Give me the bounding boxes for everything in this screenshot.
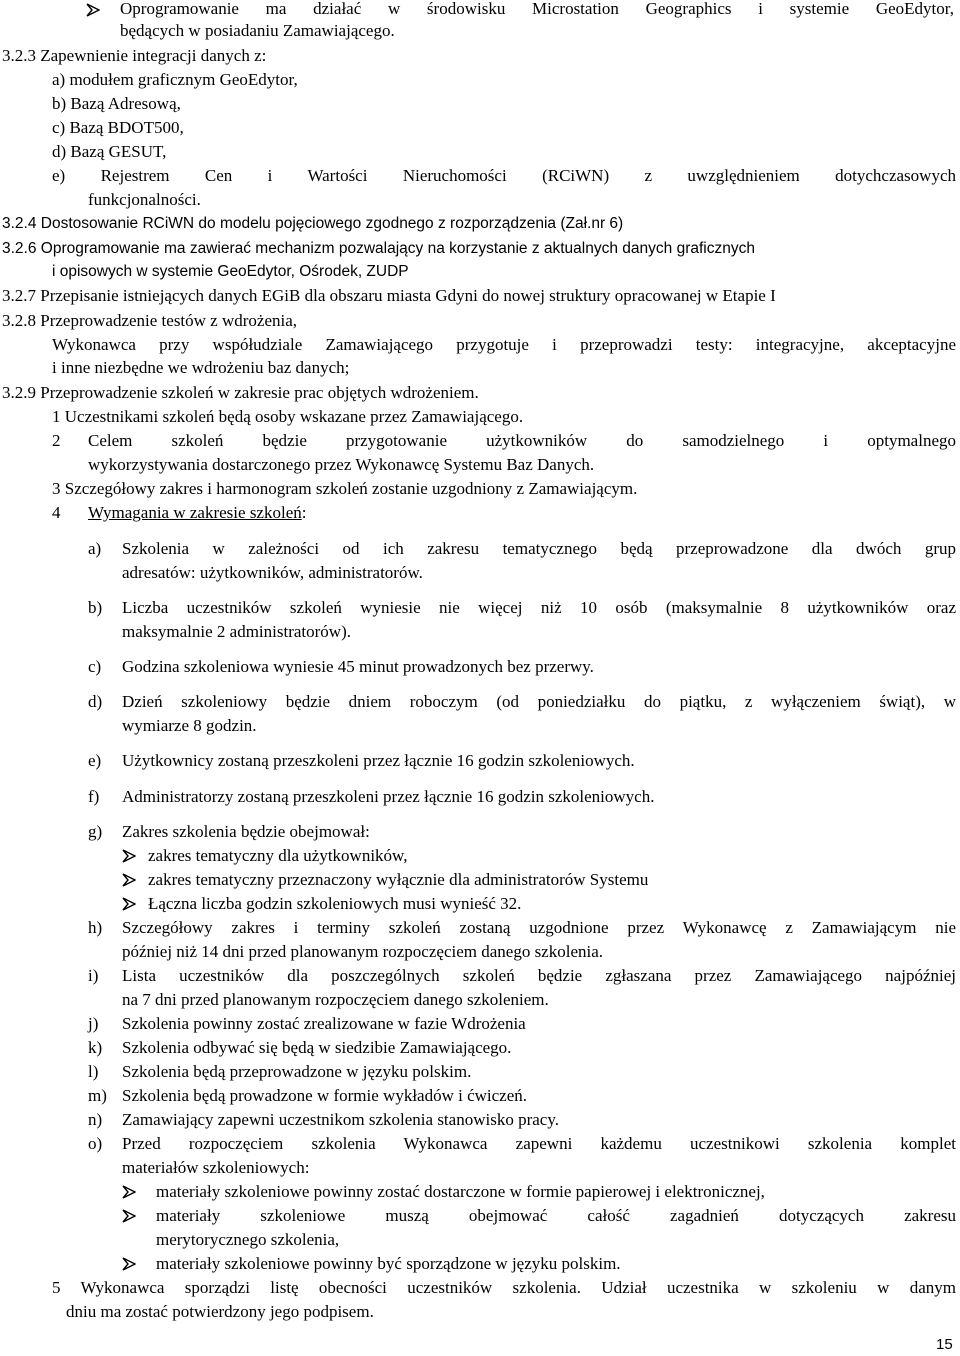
arrow-bullet-icon bbox=[122, 1257, 136, 1271]
req-k-text: Szkolenia odbywać się będą w siedzibie Zamawiającego. bbox=[122, 1038, 512, 1057]
list-item-e-cont: funkcjonalności. bbox=[88, 190, 201, 209]
req-o-line2: materiałów szkoleniowych: bbox=[122, 1158, 310, 1177]
training-item-3: 3 Szczegółowy zakres i harmonogram szkoleń zostanie uzgodniony z Zamawiającym. bbox=[52, 479, 638, 498]
req-b-line2: maksymalnie 2 administratorów). bbox=[122, 622, 351, 641]
req-o-line1: Przed rozpoczęciem szkolenia Wykonawca zapewni każdemu uczestnikowi szkolenia komplet bbox=[122, 1134, 956, 1153]
top-bullet-line2: będących w posiadaniu Zamawiającego. bbox=[120, 21, 395, 40]
training-item-2-line1: Celem szkoleń będzie przygotowanie użytkowników do samodzielnego i optymalnego bbox=[88, 431, 956, 450]
list-item-e: e) Rejestrem Cen i Wartości Nieruchomości (RCiWN) z uwzględnieniem dotychczasowych bbox=[52, 166, 956, 185]
list-item-a: a) modułem graficznym GeoEdytor, bbox=[52, 70, 298, 89]
req-m-text: Szkolenia będą prowadzone w formie wykładów i ćwiczeń. bbox=[122, 1086, 528, 1105]
section-326-line1: 3.2.6 Oprogramowanie ma zawierać mechanizm pozwalający na korzystanie z aktualnych danych graficznych bbox=[2, 240, 755, 257]
training-item-2-line2: wykorzystywania dostarczonego przez Wykonawcę Systemu Baz Danych. bbox=[88, 455, 595, 474]
req-h-line2: później niż 14 dni przed planowanym rozpoczęciem danego szkolenia. bbox=[122, 942, 604, 961]
req-g-bullet-1: zakres tematyczny dla użytkowników, bbox=[148, 846, 408, 865]
list-item-d: d) Bazą GESUT, bbox=[52, 142, 167, 161]
req-h-line1: Szczegółowy zakres i terminy szkoleń zostaną uzgodnione przez Wykonawcę z Zamawiającym nie bbox=[122, 918, 956, 937]
req-o-bullet-1: materiały szkoleniowe powinny zostać dostarczone w formie papierowej i elektronicznej, bbox=[156, 1182, 765, 1201]
req-f-text: Administratorzy zostaną przeszkoleni przez łącznie 16 godzin szkoleniowych. bbox=[122, 787, 655, 806]
req-l-text: Szkolenia będą przeprowadzone w języku polskim. bbox=[122, 1062, 472, 1081]
section-329-heading: 3.2.9 Przeprowadzenie szkoleń w zakresie prac objętych wdrożeniem. bbox=[2, 383, 479, 402]
req-n-label: n) bbox=[88, 1110, 103, 1129]
req-a-label: a) bbox=[88, 539, 102, 558]
training-item-4-underlined: Wymagania w zakresie szkoleń bbox=[88, 503, 302, 522]
arrow-bullet-icon bbox=[122, 873, 136, 887]
req-d-line2: wymiarze 8 godzin. bbox=[122, 716, 257, 735]
top-bullet-line1: Oprogramowanie ma działać w środowisku Microstation Geographics i systemie GeoEdytor, bbox=[120, 0, 954, 18]
training-item-5-line1: 5 Wykonawca sporządzi listę obecności uczestników szkolenia. Udział uczestnika w szkoleniu w danym bbox=[52, 1278, 956, 1297]
req-g-text: Zakres szkolenia będzie obejmował: bbox=[122, 822, 370, 841]
training-item-4-colon: : bbox=[301, 503, 307, 522]
req-l-label: l) bbox=[88, 1062, 99, 1081]
req-n-text: Zamawiający zapewni uczestnikom szkolenia stanowisko pracy. bbox=[122, 1110, 559, 1129]
list-item-b: b) Bazą Adresową, bbox=[52, 94, 181, 113]
arrow-bullet-icon bbox=[122, 1185, 136, 1199]
section-328-line2: Wykonawca przy współudziale Zamawiającego przygotuje i przeprowadzi testy: integracyjne, akceptacyjne bbox=[52, 335, 956, 354]
req-j-label: j) bbox=[88, 1014, 99, 1033]
req-b-line1: Liczba uczestników szkoleń wyniesie nie więcej niż 10 osób (maksymalnie 8 użytkowników oraz bbox=[122, 598, 956, 617]
req-f-label: f) bbox=[88, 787, 100, 806]
section-324: 3.2.4 Dostosowanie RCiWN do modelu pojęciowego zgodnego z rozporządzenia (Zał.nr 6) bbox=[2, 215, 624, 232]
section-327: 3.2.7 Przepisanie istniejących danych EGiB dla obszaru miasta Gdyni do nowej struktury opracowanej w Etapie I bbox=[2, 286, 776, 305]
req-d-line1: Dzień szkoleniowy będzie dniem roboczym (od poniedziałku do piątku, z wyłączeniem świąt), w bbox=[122, 692, 956, 711]
req-a-line2: adresatów: użytkowników, administratorów. bbox=[122, 563, 423, 582]
req-j-text: Szkolenia powinny zostać zrealizowane w fazie Wdrożenia bbox=[122, 1014, 526, 1033]
page-number: 15 bbox=[936, 1336, 953, 1353]
training-item-1: 1 Uczestnikami szkoleń będą osoby wskazane przez Zamawiającego. bbox=[52, 407, 524, 426]
req-i-label: i) bbox=[88, 966, 99, 985]
training-item-4-label bbox=[88, 502, 306, 524]
section-328-heading: 3.2.8 Przeprowadzenie testów z wdrożenia, bbox=[2, 311, 298, 330]
section-323-heading: 3.2.3 Zapewnienie integracji danych z: bbox=[2, 46, 267, 65]
req-b-label: b) bbox=[88, 598, 103, 617]
req-d-label: d) bbox=[88, 692, 103, 711]
req-m-label: m) bbox=[88, 1086, 107, 1105]
req-o-bullet-2-line2: merytorycznego szkolenia, bbox=[156, 1230, 340, 1249]
training-item-4-num: 4 bbox=[52, 503, 61, 522]
req-c-label: c) bbox=[88, 657, 102, 676]
req-g-bullet-2: zakres tematyczny przeznaczony wyłącznie dla administratorów Systemu bbox=[148, 870, 649, 889]
req-k-label: k) bbox=[88, 1038, 103, 1057]
req-i-line1: Lista uczestników dla poszczególnych szkoleń będzie zgłaszana przez Zamawiającego najpóźniej bbox=[122, 966, 956, 985]
req-o-bullet-3: materiały szkoleniowe powinny być sporządzone w języku polskim. bbox=[156, 1254, 621, 1273]
training-item-2-num: 2 bbox=[52, 431, 61, 450]
training-item-5-line2: dniu ma zostać potwierdzony jego podpisem. bbox=[66, 1302, 374, 1321]
arrow-bullet-icon bbox=[122, 1209, 136, 1223]
req-a-line1: Szkolenia w zależności od ich zakresu tematycznego będą przeprowadzone dla dwóch grup bbox=[122, 539, 956, 558]
req-c-text: Godzina szkoleniowa wyniesie 45 minut prowadzonych bez przerwy. bbox=[122, 657, 594, 676]
req-g-label: g) bbox=[88, 822, 103, 841]
section-326-line2: i opisowych w systemie GeoEdytor, Ośrodek, ZUDP bbox=[52, 263, 409, 280]
req-g-bullet-3: Łączna liczba godzin szkoleniowych musi wynieść 32. bbox=[148, 894, 522, 913]
section-328-line3: i inne niezbędne we wdrożeniu baz danych; bbox=[52, 358, 350, 377]
req-o-bullet-2-line1: materiały szkoleniowe muszą obejmować całość zagadnień dotyczących zakresu bbox=[156, 1206, 956, 1225]
arrow-bullet-icon bbox=[122, 897, 136, 911]
list-item-c: c) Bazą BDOT500, bbox=[52, 118, 184, 137]
req-e-text: Użytkownicy zostaną przeszkoleni przez łącznie 16 godzin szkoleniowych. bbox=[122, 751, 635, 770]
req-e-label: e) bbox=[88, 751, 102, 770]
req-h-label: h) bbox=[88, 918, 103, 937]
req-i-line2: na 7 dni przed planowanym rozpoczęciem danego szkoleniem. bbox=[122, 990, 549, 1009]
arrow-bullet-icon bbox=[86, 3, 100, 17]
req-o-label: o) bbox=[88, 1134, 103, 1153]
arrow-bullet-icon bbox=[122, 849, 136, 863]
